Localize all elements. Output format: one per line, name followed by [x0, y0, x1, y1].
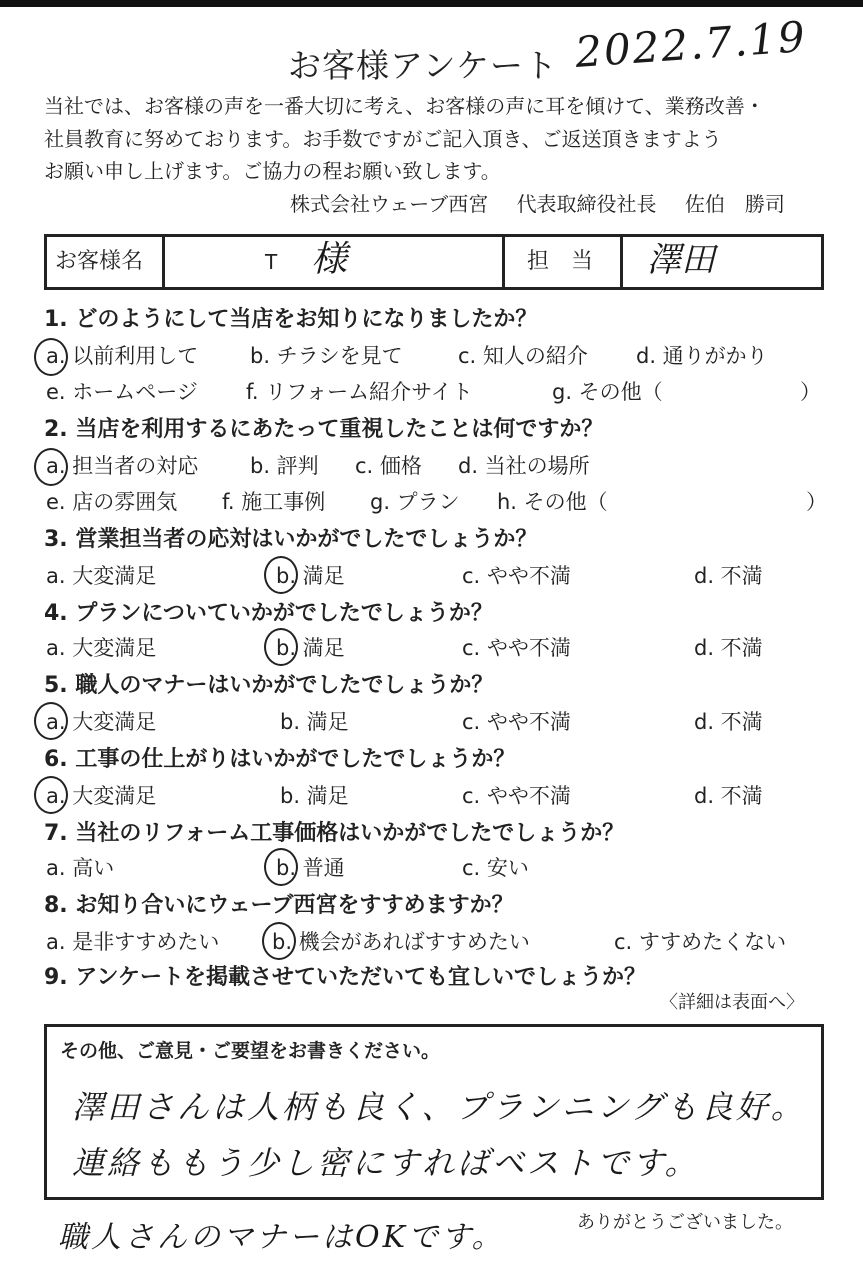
- staff-label: 担 当: [527, 249, 594, 274]
- option-3b[interactable]: b. 満足: [276, 564, 345, 588]
- answer-circle-6a: [34, 776, 68, 814]
- customer-label-cell: [47, 237, 165, 287]
- option-1e[interactable]: e. ホームページ: [46, 380, 198, 404]
- question-2: 2. 当店を利用するにあたって重視したことは何ですか？: [44, 417, 604, 442]
- option-8b[interactable]: b. 機会があればすすめたい: [272, 930, 530, 954]
- option-3c[interactable]: c. やや不満: [462, 564, 571, 588]
- option-5c[interactable]: c. やや不満: [462, 710, 571, 734]
- option-1b[interactable]: b. チラシを見て: [250, 344, 403, 368]
- option-4b[interactable]: b. 満足: [276, 636, 345, 660]
- detail-note: 〈詳細は表面へ〉: [660, 992, 804, 1013]
- staff-label-cell: [505, 237, 623, 287]
- option-1f[interactable]: f. リフォーム紹介サイト: [246, 380, 473, 404]
- option-5b[interactable]: b. 満足: [280, 710, 349, 734]
- customer-label: お客様名: [55, 249, 144, 274]
- comment-line: 澤田さんは人柄も良く、プランニングも良好。: [72, 1088, 806, 1126]
- intro-line: 当社では、お客様の声を一番大切に考え、お客様の声に耳を傾けて、業務改善・: [44, 94, 765, 118]
- question-9: 9. アンケートを掲載させていただいても宜しいでしょうか？: [44, 965, 647, 990]
- option-7b[interactable]: b. 普通: [276, 856, 345, 880]
- option-5a[interactable]: a. 大変満足: [46, 710, 157, 734]
- answer-circle-8b: [262, 922, 296, 960]
- option-2c[interactable]: c. 価格: [355, 454, 422, 478]
- question-6: 6. 工事の仕上がりはいかがでしたでしょうか？: [44, 747, 516, 772]
- company-name: 株式会社ウェーブ西宮: [290, 192, 489, 216]
- option-1a[interactable]: a. 以前利用して: [46, 344, 199, 368]
- comment-label: その他、ご意見・ご要望をお書きください。: [60, 1040, 441, 1062]
- option-5d[interactable]: d. 不満: [694, 710, 763, 734]
- option-1g[interactable]: g. その他（: [552, 380, 663, 404]
- question-1: 1. どのようにして当店をお知りになりましたか？: [44, 307, 538, 332]
- option-2h[interactable]: h. その他（: [497, 490, 608, 514]
- option-2d[interactable]: d. 当社の場所: [458, 454, 590, 478]
- option-4d[interactable]: d. 不満: [694, 636, 763, 660]
- option-2e[interactable]: e. 店の雰囲気: [46, 490, 178, 514]
- intro-line: 社員教育に努めております。お手数ですがご記入頂き、ご返送頂きますよう: [44, 126, 722, 151]
- option-3d[interactable]: d. 不満: [694, 564, 763, 588]
- option-7a[interactable]: a. 高い: [46, 856, 115, 880]
- answer-circle-5a: [34, 702, 68, 740]
- comment-line: 連絡ももう少し密にすればベストです。: [72, 1144, 700, 1182]
- customer-suffix: 様: [311, 239, 348, 280]
- handwritten-date: 2022.7.19: [573, 11, 809, 78]
- option-2a[interactable]: a. 担当者の対応: [46, 454, 199, 478]
- option-7c[interactable]: c. 安い: [462, 856, 529, 880]
- company-role: 代表取締役社長: [516, 192, 657, 216]
- option-8c[interactable]: c. すすめたくない: [614, 930, 787, 954]
- company-signature: [290, 188, 807, 217]
- answer-circle-1a: [34, 338, 68, 376]
- intro-text: [44, 90, 834, 188]
- customer-value-cell[interactable]: [165, 237, 505, 287]
- option-6a[interactable]: a. 大変満足: [46, 784, 157, 808]
- question-5: 5. 職人のマナーはいかがでしたでしょうか？: [44, 673, 494, 698]
- staff-value-cell[interactable]: [623, 237, 821, 287]
- option-4a[interactable]: a. 大変満足: [46, 636, 157, 660]
- option-1d[interactable]: d. 通りがかり: [636, 344, 768, 368]
- option-4c[interactable]: c. やや不満: [462, 636, 571, 660]
- option-2b[interactable]: b. 評判: [250, 454, 319, 478]
- question-3: 3. 営業担当者の応対はいかがでしたでしょうか？: [44, 527, 538, 552]
- answer-circle-7b: [264, 848, 298, 886]
- option-6d[interactable]: d. 不満: [694, 784, 763, 808]
- option-6b[interactable]: b. 満足: [280, 784, 349, 808]
- option-2g[interactable]: g. プラン: [370, 490, 460, 514]
- comment-line: 職人さんのマナーはOKです。: [58, 1220, 505, 1255]
- top-border: [0, 0, 863, 7]
- company-person: 佐伯 勝司: [684, 192, 785, 216]
- option-2f[interactable]: f. 施工事例: [222, 490, 326, 514]
- option-3a[interactable]: a. 大変満足: [46, 564, 157, 588]
- staff-name: 澤田: [647, 240, 715, 280]
- customer-name-box: [44, 234, 824, 290]
- option-2h-close: ）: [806, 490, 827, 514]
- question-7: 7. 当社のリフォーム工事価格はいかがでしたでしょうか？: [44, 821, 625, 846]
- option-1c[interactable]: c. 知人の紹介: [458, 344, 588, 368]
- answer-circle-2a: [34, 448, 68, 486]
- answer-circle-3b: [264, 556, 298, 594]
- customer-initial: T: [265, 250, 278, 274]
- intro-line: お願い申し上げます。ご協力の程お願い致します。: [44, 159, 501, 183]
- question-8: 8. お知り合いにウェーブ西宮をすすめますか？: [44, 893, 514, 918]
- option-8a[interactable]: a. 是非すすめたい: [46, 930, 220, 954]
- thanks-text: ありがとうございました。: [577, 1212, 793, 1233]
- question-4: 4. プランについていかがでしたでしょうか？: [44, 601, 493, 626]
- option-6c[interactable]: c. やや不満: [462, 784, 571, 808]
- answer-circle-4b: [264, 628, 298, 666]
- survey-title: お客様アンケート: [288, 46, 559, 85]
- option-1g-close: ）: [800, 380, 821, 404]
